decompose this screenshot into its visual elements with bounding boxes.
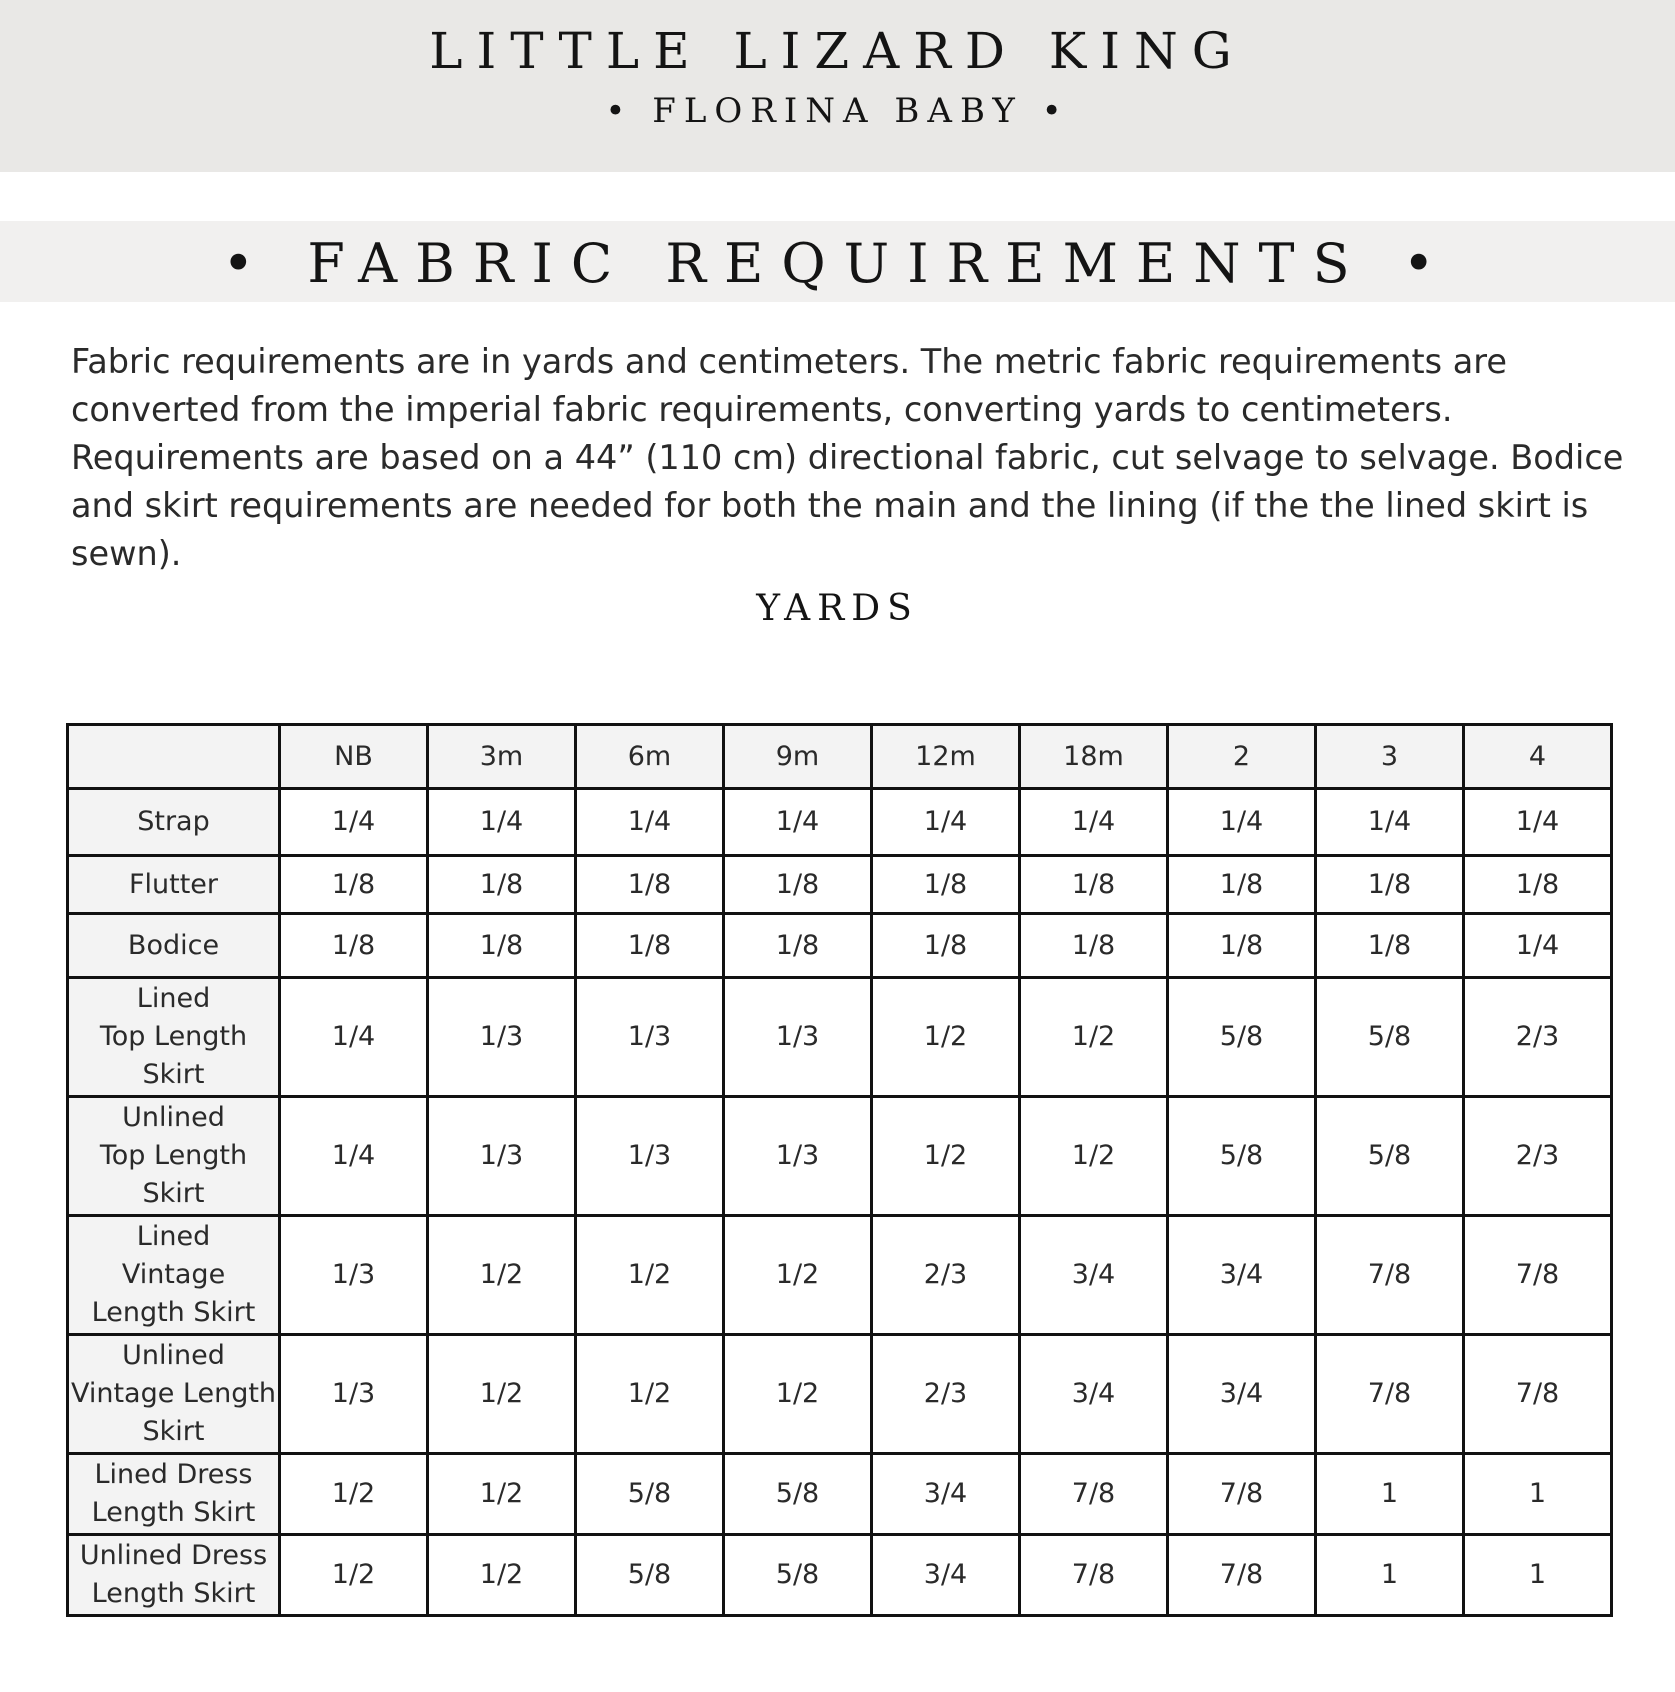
table-row <box>68 1097 1612 1216</box>
table-cell: 7/8 <box>1168 1535 1316 1616</box>
table-cell: 1/8 <box>1316 856 1464 914</box>
row-label: Strap <box>68 789 280 856</box>
table-cell: 5/8 <box>1168 1097 1316 1216</box>
table-cell: 1/2 <box>576 1335 724 1454</box>
table-cell: 1/3 <box>576 978 724 1097</box>
table-cell: 1 <box>1316 1454 1464 1535</box>
intro-paragraph: Fabric requirements are in yards and centimeters. The metric fabric requirements are converted from the imperial fabric requirements, converting yards to centimeters. Requirements are based on a 44” (110 cm) directional fabric, cut selvage to selvage. Bodice and skirt requirements are needed for both the main and the lining (if the the lined skirt is sewn). <box>71 342 1624 573</box>
table-cell: 1/3 <box>428 1097 576 1216</box>
section-title: • FABRIC REQUIREMENTS • <box>222 232 1453 295</box>
brand-subtitle: • FLORINA BABY • <box>605 91 1070 131</box>
table-cell: 5/8 <box>1168 978 1316 1097</box>
column-header: 18m <box>1020 725 1168 789</box>
row-label: Lined Top Length Skirt <box>68 978 280 1097</box>
table-cell: 5/8 <box>576 1454 724 1535</box>
column-header: 4 <box>1464 725 1612 789</box>
table-cell: 1/8 <box>428 914 576 978</box>
table-cell: 1/4 <box>724 789 872 856</box>
table-cell: 1/2 <box>872 1097 1020 1216</box>
table-cell: 7/8 <box>1316 1216 1464 1335</box>
table-row <box>68 789 1612 856</box>
table-cell: 1/8 <box>1020 914 1168 978</box>
brand-title: LITTLE LIZARD KING <box>429 22 1246 80</box>
table-cell: 1/3 <box>724 1097 872 1216</box>
table-cell: 1/4 <box>1464 789 1612 856</box>
table-cell: 5/8 <box>576 1535 724 1616</box>
table-row <box>68 1216 1612 1335</box>
table-cell: 1/8 <box>1168 914 1316 978</box>
table-cell: 3/4 <box>1168 1335 1316 1454</box>
table-cell: 1/2 <box>724 1216 872 1335</box>
table-cell: 1/8 <box>724 856 872 914</box>
table-row <box>68 914 1612 978</box>
table-corner-cell <box>68 725 280 789</box>
row-label: Lined Vintage Length Skirt <box>68 1216 280 1335</box>
row-label: Lined Dress Length Skirt <box>68 1454 280 1535</box>
table-cell: 1/2 <box>428 1216 576 1335</box>
table-cell: 1/4 <box>1316 789 1464 856</box>
table-cell: 1/3 <box>576 1097 724 1216</box>
table-cell: 1 <box>1316 1535 1464 1616</box>
row-label: Flutter <box>68 856 280 914</box>
table-cell: 7/8 <box>1316 1335 1464 1454</box>
table-row <box>68 1535 1612 1616</box>
table-cell: 1/4 <box>280 978 428 1097</box>
table-cell: 1/2 <box>1020 978 1168 1097</box>
table-cell: 1/2 <box>576 1216 724 1335</box>
table-cell: 1/3 <box>724 978 872 1097</box>
table-cell: 2/3 <box>872 1216 1020 1335</box>
table-cell: 1/4 <box>280 1097 428 1216</box>
table-cell: 1/8 <box>1020 856 1168 914</box>
table-cell: 1/2 <box>428 1454 576 1535</box>
table-cell: 5/8 <box>724 1454 872 1535</box>
table-cell: 7/8 <box>1464 1216 1612 1335</box>
table-cell: 2/3 <box>872 1335 1020 1454</box>
column-header: 2 <box>1168 725 1316 789</box>
fabric-requirements-table <box>66 723 1613 1617</box>
table-cell: 3/4 <box>872 1454 1020 1535</box>
table-cell: 5/8 <box>724 1535 872 1616</box>
table-cell: 1/8 <box>280 856 428 914</box>
table-cell: 1/2 <box>280 1535 428 1616</box>
table-cell: 3/4 <box>1020 1216 1168 1335</box>
table-cell: 1/2 <box>428 1535 576 1616</box>
table-row <box>68 978 1612 1097</box>
table-cell: 1/4 <box>1168 789 1316 856</box>
table-cell: 1/4 <box>1020 789 1168 856</box>
table-cell: 1/2 <box>872 978 1020 1097</box>
table-row <box>68 856 1612 914</box>
row-label: Bodice <box>68 914 280 978</box>
column-header: 3m <box>428 725 576 789</box>
table-cell: 1/3 <box>280 1335 428 1454</box>
table-cell: 1/8 <box>1464 856 1612 914</box>
table-body <box>68 789 1612 1616</box>
table-header-row <box>68 725 1612 789</box>
table-cell: 1/8 <box>1168 856 1316 914</box>
table-cell: 1 <box>1464 1454 1612 1535</box>
table-cell: 2/3 <box>1464 978 1612 1097</box>
table-row <box>68 1335 1612 1454</box>
table-cell: 1/4 <box>1464 914 1612 978</box>
table-cell: 7/8 <box>1464 1335 1612 1454</box>
table-cell: 1/3 <box>428 978 576 1097</box>
table-cell: 1/4 <box>428 789 576 856</box>
row-label: Unlined Dress Length Skirt <box>68 1535 280 1616</box>
table-cell: 2/3 <box>1464 1097 1612 1216</box>
table-cell: 1/8 <box>1316 914 1464 978</box>
table-cell: 3/4 <box>1020 1335 1168 1454</box>
table-cell: 1/2 <box>280 1454 428 1535</box>
column-header: 12m <box>872 725 1020 789</box>
column-header: 6m <box>576 725 724 789</box>
column-header: NB <box>280 725 428 789</box>
table-cell: 7/8 <box>1168 1454 1316 1535</box>
table-cell: 7/8 <box>1020 1535 1168 1616</box>
table-cell: 1/8 <box>428 856 576 914</box>
column-header: 3 <box>1316 725 1464 789</box>
table-cell: 1/4 <box>872 789 1020 856</box>
table-cell: 1/4 <box>280 789 428 856</box>
table-cell: 1/4 <box>576 789 724 856</box>
table-cell: 5/8 <box>1316 978 1464 1097</box>
table-cell: 1/2 <box>1020 1097 1168 1216</box>
table-cell: 3/4 <box>1168 1216 1316 1335</box>
table-cell: 1/8 <box>872 914 1020 978</box>
table-cell: 1/8 <box>724 914 872 978</box>
table-cell: 1/2 <box>428 1335 576 1454</box>
table-cell: 1/8 <box>280 914 428 978</box>
table-cell: 1 <box>1464 1535 1612 1616</box>
table-cell: 1/3 <box>280 1216 428 1335</box>
table-row <box>68 1454 1612 1535</box>
row-label: Unlined Vintage Length Skirt <box>68 1335 280 1454</box>
table-cell: 1/8 <box>576 914 724 978</box>
table-cell: 5/8 <box>1316 1097 1464 1216</box>
table-cell: 3/4 <box>872 1535 1020 1616</box>
table-cell: 7/8 <box>1020 1454 1168 1535</box>
units-heading: YARDS <box>756 588 919 629</box>
column-header: 9m <box>724 725 872 789</box>
table-cell: 1/8 <box>872 856 1020 914</box>
table-cell: 1/2 <box>724 1335 872 1454</box>
table-cell: 1/8 <box>576 856 724 914</box>
row-label: Unlined Top Length Skirt <box>68 1097 280 1216</box>
